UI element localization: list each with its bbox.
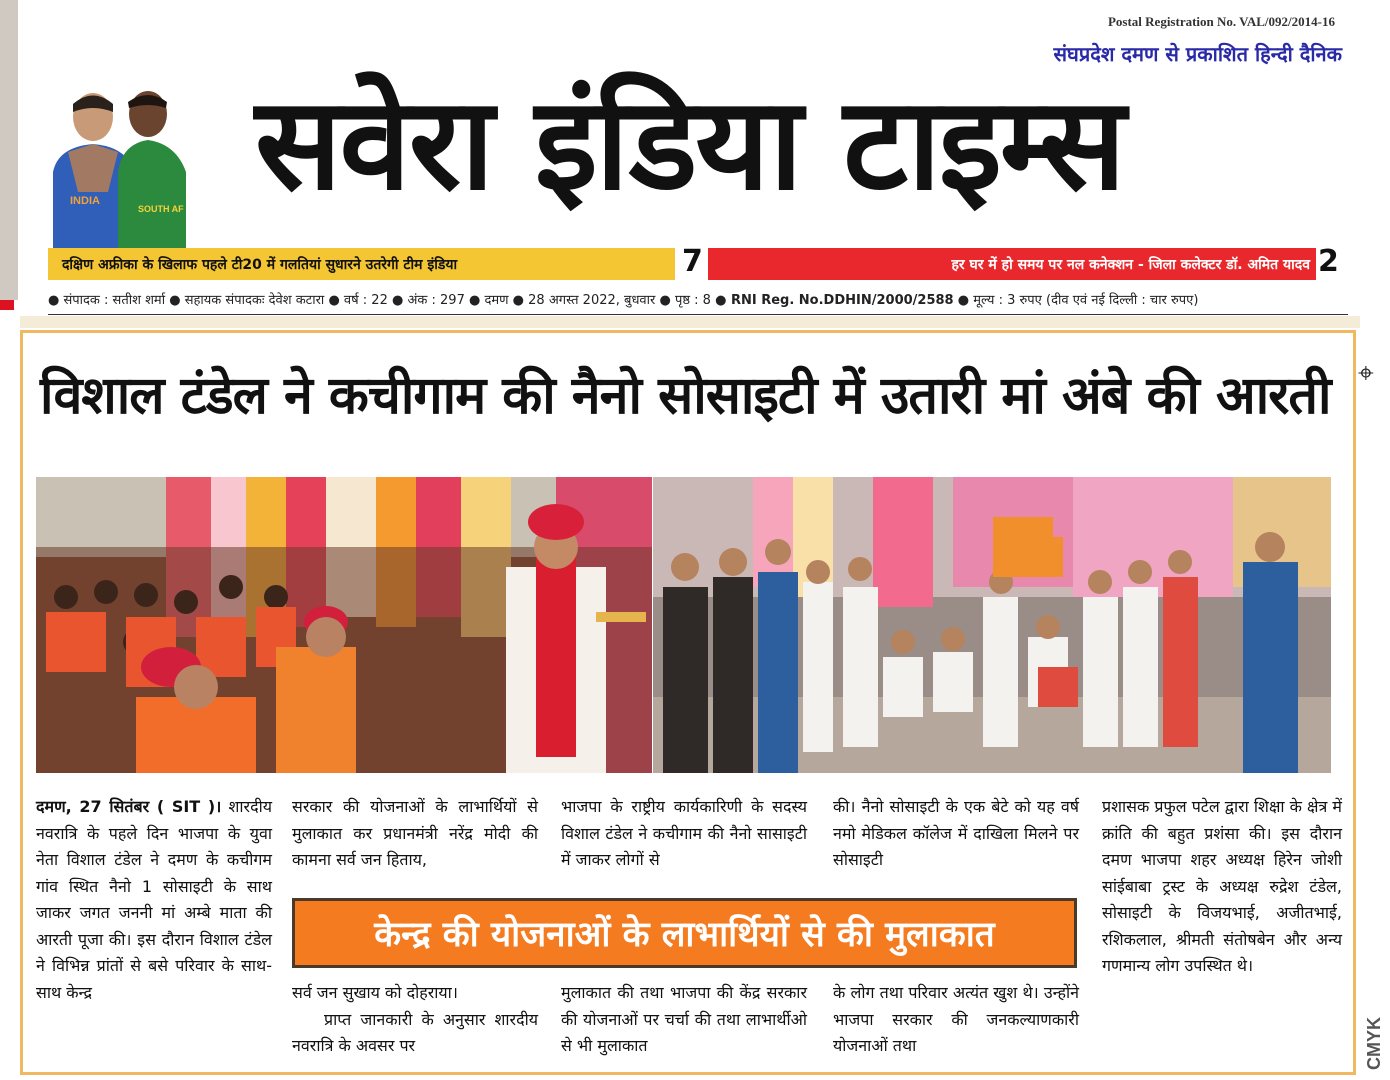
editor: ● संपादक : सतीश शर्मा <box>48 293 166 308</box>
cmyk-print-mark <box>1362 965 1386 1075</box>
adjacent-page-red-edge <box>0 300 14 310</box>
place-date: ● दमण ● 28 अगस्त 2022, बुधवार <box>468 293 656 308</box>
article-column-4-bottom <box>833 980 1079 1060</box>
column-1-text: शारदीय नवरात्रि के पहले दिन भाजपा के युवा नेता विशाल टंडेल ने दमण के कचीगम गांव स्थित नैनो 1 सोसाइटी के साथ जाकर जगत जननी मां अम्बे माता की आरती पूजा की। इस दौरान विशाल टंडेल ने विभिन्न प्रांतों से बसे परिवार के साथ-साथ केन्द्र <box>36 797 272 1002</box>
issue: ● अंक : 297 <box>391 293 465 308</box>
column-4-top-text: की। नैनो सोसाइटी के एक बेटे को यह वर्ष नमो मेडिकल कॉलेज में दाखिला मिलने पर सोसाइटी <box>833 797 1079 869</box>
teaser-sports <box>48 248 675 280</box>
column-5-text: प्रशासक प्रफुल पटेल द्वारा शिक्षा के क्षेत्र में क्रांति की बहुत प्रशंसा की। इस दौरान दमण भाजपा शहर अध्यक्ष हिरेन जोशी सांईबाबा ट्रस्ट के अध्यक्ष रुद्रेश टंडेल, सोसाइटी के विजयभाई, अजीतभाई, रशिकलाल, श्रीमती संतोषबेन और अन्य गणमान्य लोग उपस्थित थे। <box>1102 797 1342 975</box>
aarti-ceremony-photo <box>36 477 652 773</box>
article-subheadline: केन्द्र की योजनाओं के लाभार्थियों से की मुलाकात <box>374 914 995 955</box>
teaser-local <box>708 248 1316 280</box>
column-2-bottom-text-2: प्राप्त जानकारी के अनुसार शारदीय नवरात्रि के अवसर पर <box>292 1009 538 1055</box>
column-3-bottom-text: मुलाकात की तथा भाजपा की केंद्र सरकार की योजनाओं पर चर्चा की तथा लाभार्थीओ से भी मुलाकात <box>561 983 807 1055</box>
teaser-sports-text: दक्षिण अफ्रीका के खिलाफ पहले टी20 में गलतियां सुधारने उतरेगी टीम इंडिया <box>62 256 458 273</box>
dateline: दमण, 27 सितंबर ( SIT )। <box>36 797 222 816</box>
column-4-bottom-text: के लोग तथा परिवार अत्यंत खुश थे। उन्होंने भाजपा सरकार की जनकल्याणकारी योजनाओं तथा <box>833 983 1079 1055</box>
teaser-local-text: हर घर में हो समय पर नल कनेक्शन - जिला कलेक्टर डॉ. अमित यादव <box>951 256 1310 273</box>
article-column-4-top <box>833 794 1079 874</box>
article-column-1 <box>36 794 272 1006</box>
column-2-bottom-text-1: सर्व जन सुखाय को दोहराया। <box>292 983 458 1002</box>
group-photo <box>653 477 1331 773</box>
price: ● मूल्य : 3 रुपए (दीव एवं नई दिल्ली : चार रुपए) <box>957 293 1199 308</box>
postal-registration: Postal Registration No. VAL/092/2014-16 <box>1107 14 1335 29</box>
year: ● वर्ष : 22 <box>328 293 388 308</box>
article-column-2-bottom <box>292 980 538 1060</box>
column-2-top-text: सरकार की योजनाओं के लाभार्थियों से मुलाकात कर प्रधानमंत्री नरेंद्र मोदी की कामना सर्व जन हिताय, <box>292 797 538 869</box>
article-subheadline-box <box>292 898 1077 968</box>
article-column-5 <box>1102 794 1342 980</box>
pages: ● पृष्ठ : 8 <box>659 293 711 308</box>
article-column-2-top <box>292 794 538 874</box>
jersey-right-label: SOUTH AF <box>138 204 184 214</box>
masthead-tagline: संघप्रदेश दमण से प्रकाशित हिन्दी दैनिक <box>1053 42 1342 66</box>
ornament-bar <box>20 316 1360 328</box>
article-column-3-top <box>561 794 807 874</box>
column-3-top-text: भाजपा के राष्ट्रीय कार्यकारिणी के सदस्य विशाल टंडेल ने कचीगाम की नैनो सासाइटी में जाकर लोगों से <box>561 797 807 869</box>
cmyk-label: CMYK <box>1364 1017 1384 1070</box>
article-column-3-bottom <box>561 980 807 1060</box>
adjacent-page-edge <box>0 0 18 300</box>
edition-info-line <box>48 290 1348 315</box>
registration-mark-icon: ⌖ <box>1358 356 1374 389</box>
assistant-editor: ● सहायक संपादकः देवेश कटारा <box>169 293 325 308</box>
rni-number: ● RNI Reg. No.DDHIN/2000/2588 <box>715 293 954 308</box>
jersey-left-label: INDIA <box>70 195 100 207</box>
teaser-local-page: 2 <box>1318 244 1339 279</box>
teaser-sports-page: 7 <box>682 244 703 279</box>
cricket-players-photo <box>48 82 188 248</box>
newspaper-title: सवेरा इंडिया टाइम्स <box>255 70 1124 219</box>
article-headline: विशाल टंडेल ने कचीगाम की नैनो सोसाइटी में उतारी मां अंबे की आरती <box>40 366 1331 426</box>
